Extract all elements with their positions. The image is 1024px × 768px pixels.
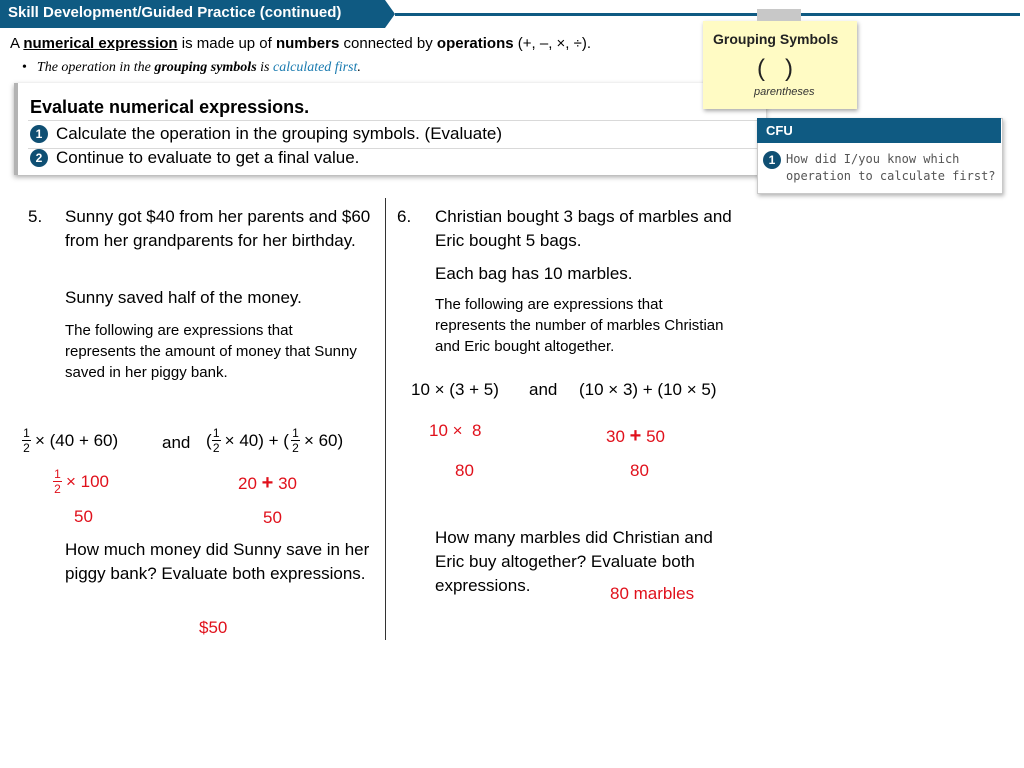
problem-5-answer: $50: [199, 618, 228, 637]
work-text: × 100: [66, 471, 110, 491]
problem-6-and: and: [529, 380, 558, 399]
problem-6-work-2a: 30 + 50: [606, 425, 665, 447]
objective-title: Evaluate numerical expressions.: [30, 97, 310, 117]
problem-5-saved: Sunny saved half of the money.: [65, 288, 302, 307]
problem-6-work-1a: 10 × 8: [429, 421, 482, 440]
problem-5-work-1b: 50: [74, 507, 93, 526]
fraction-half: $\frac{1}{2}$: [54, 467, 61, 496]
cfu-question: How did I/you know which operation to calculate first?: [786, 152, 996, 183]
problem-5-work-2a: 20 + 30: [238, 472, 297, 494]
problem-6-work-1b: 80: [455, 461, 474, 480]
fraction-half: $\frac{1}{2}$: [292, 426, 299, 455]
bullet-end: .: [357, 60, 361, 75]
problem-5-number: 5.: [28, 207, 43, 226]
step-text: Continue to evaluate to get a final value.: [56, 148, 360, 167]
bullet-highlight: calculated first: [273, 60, 358, 75]
problem-6-note: The following are expressions that represents the number of marbles Christian and Eric bought altogether.: [435, 296, 724, 355]
step-text: Calculate the operation in the grouping symbols. (Evaluate): [56, 124, 503, 143]
problem-6-number: 6.: [397, 207, 412, 226]
objective-divider: [28, 120, 758, 121]
definition-ops: (+, –, ×, ÷).: [513, 35, 592, 52]
problem-5-expression-1: [22, 427, 118, 454]
column-divider: [385, 198, 386, 640]
problem-5-note: The following are expressions that represents the amount of money that Sunny saved in her piggy bank.: [65, 322, 357, 381]
problem-5-story: Sunny got $40 from her parents and $60 from her grandparents for her birthday.: [65, 207, 371, 250]
problem-6-each: Each bag has 10 marbles.: [435, 264, 633, 283]
definition-mid2: connected by: [339, 35, 437, 52]
expr-text: × (40 + 60): [35, 430, 119, 450]
step-number-badge: 2: [30, 149, 48, 167]
objective-step-2: [30, 148, 359, 168]
problem-6-expression-1: 10 × (3 + 5): [411, 380, 499, 399]
problem-6-answer: 80 marbles: [610, 584, 695, 603]
note-caption: parentheses: [754, 86, 815, 98]
cfu-header: [757, 118, 1001, 143]
bullet-part2: is: [256, 60, 273, 75]
note-title: Grouping Symbols: [713, 31, 839, 47]
problem-6-work-2b: 80: [630, 461, 649, 480]
fraction-half: $\frac{1}{2}$: [212, 426, 220, 455]
definition-mid1: is made up of: [177, 35, 276, 52]
objective-step-1: [30, 124, 502, 144]
parentheses-symbol: ( ): [757, 55, 793, 82]
problem-5-work-2b: 50: [263, 508, 282, 527]
header-rule: [395, 13, 1020, 16]
problem-5-work-1a: [53, 468, 109, 495]
definition-term: numerical expression: [23, 35, 178, 52]
problem-5-expression-2: [206, 427, 343, 454]
problem-6-question: How many marbles did Christian and Eric buy altogether? Evaluate both expressions.: [435, 528, 713, 595]
bullet-part1: The operation in the: [36, 60, 155, 75]
problem-6-expression-2: (10 × 3) + (10 × 5): [579, 380, 717, 399]
cfu-label: CFU: [766, 123, 793, 138]
definition-operations: operations: [436, 35, 514, 52]
expr-text: (: [206, 430, 212, 450]
problem-5-question: How much money did Sunny save in her piggy bank? Evaluate both expressions.: [65, 540, 370, 583]
definition-numbers: numbers: [275, 35, 340, 52]
expr-text: × 40) + (: [224, 430, 289, 450]
fraction-half: $\frac{1}{2}$: [23, 426, 30, 455]
bullet-line: [22, 60, 361, 76]
page-title: Skill Development/Guided Practice (continued): [8, 4, 342, 21]
definition-prefix: A: [10, 35, 24, 52]
problem-5-and: and: [162, 433, 191, 452]
expr-text: × 60): [303, 430, 344, 450]
problem-6-story: Christian bought 3 bags of marbles and Eric bought 5 bags.: [435, 207, 732, 250]
bullet-bold: grouping symbols: [154, 60, 257, 75]
step-number-badge: 1: [30, 125, 48, 143]
cfu-number-icon: 1: [763, 151, 781, 169]
bullet-dot: •: [22, 60, 27, 75]
definition-line: [10, 35, 591, 52]
tape-strip: [757, 9, 801, 21]
